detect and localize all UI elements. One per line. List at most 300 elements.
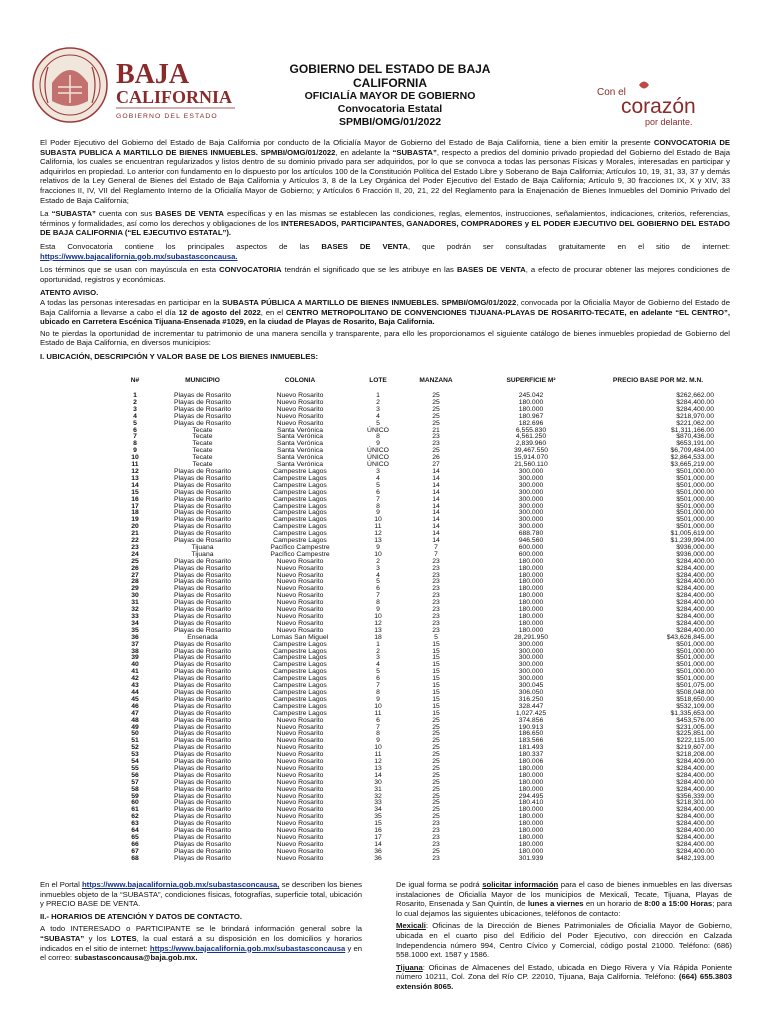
cell-superficie: 180.000 <box>518 806 544 814</box>
cell-precio: $936,000.00 <box>676 550 714 558</box>
cell-precio: $231,005.00 <box>676 723 714 731</box>
cell-n: 14 <box>131 481 139 489</box>
cell-colonia: Santa Verónica <box>276 440 324 448</box>
cell-manzana: 7 <box>434 543 438 551</box>
cell-municipio: Playas de Rosarito <box>173 537 232 545</box>
info-paragraph: De igual forma se podrá solicitar información para el caso de bienes inmuebles en las diversas instalaciones de Oficialía Mayor de los municipios de Mexicali, Tecate, Tijuana, Playas de Rosarito, Ensenada y San Quintín, de lunes a viernes en un horario de 8:00 a 15:00 Horas; para lo cual dejamos las siguientes ubicaciones, teléfonos de contacto: <box>396 880 732 918</box>
cell-precio: $653,191.00 <box>676 440 714 448</box>
cell-superficie: 180.000 <box>518 571 544 579</box>
cell-precio: $284,400.00 <box>676 613 714 620</box>
cell-colonia: Nuevo Rosarito <box>276 716 324 724</box>
cell-n: 39 <box>131 654 139 662</box>
table-header-row <box>115 369 720 393</box>
cell-n: 55 <box>131 764 139 772</box>
header-colonia: COLONIA <box>284 377 316 385</box>
cell-n: 42 <box>131 675 139 683</box>
cell-n: 48 <box>131 716 139 724</box>
cell-n: 11 <box>131 461 139 469</box>
cell-superficie: 183.566 <box>518 737 544 745</box>
cell-superficie: 306.050 <box>518 688 544 696</box>
cell-n: 63 <box>131 820 139 828</box>
cell-precio: $284,400.00 <box>676 764 714 772</box>
cell-colonia: Nuevo Rosarito <box>276 392 324 399</box>
header-lote: LOTE <box>369 377 387 385</box>
cell-lote: 5 <box>376 578 380 586</box>
portal-link[interactable]: https://www.bajacalifornia.gob.mx/subastasconcausa, <box>81 880 280 889</box>
cell-superficie: 6,555.830 <box>515 426 547 434</box>
cell-lote: 6 <box>376 675 380 683</box>
cell-manzana: 25 <box>432 405 440 413</box>
cell-colonia: Nuevo Rosarito <box>276 827 324 835</box>
cell-superficie: 300.000 <box>518 509 544 517</box>
cell-superficie: 180.000 <box>518 557 544 565</box>
cell-municipio: Playas de Rosarito <box>173 847 232 855</box>
cell-municipio: Ensenada <box>187 633 218 641</box>
cell-precio: $284,400.00 <box>676 405 714 413</box>
cell-lote: 1 <box>376 392 380 399</box>
cell-precio: $284,400.00 <box>676 778 714 786</box>
cell-municipio: Playas de Rosarito <box>173 592 232 600</box>
cell-lote: 3 <box>376 654 380 662</box>
table-body <box>115 393 720 863</box>
cell-superficie: 180.000 <box>518 764 544 772</box>
cell-n: 10 <box>131 454 139 462</box>
cell-colonia: Campestre Lagos <box>273 481 327 489</box>
cell-manzana: 25 <box>432 792 440 800</box>
cell-manzana: 25 <box>432 778 440 786</box>
cell-superficie: 300.000 <box>518 502 544 510</box>
cell-municipio: Tecate <box>192 426 213 434</box>
cell-manzana: 25 <box>432 799 440 807</box>
cell-colonia: Campestre Lagos <box>273 537 327 545</box>
cell-municipio: Playas de Rosarito <box>173 412 232 420</box>
cell-municipio: Playas de Rosarito <box>173 688 232 696</box>
cell-municipio: Playas de Rosarito <box>173 806 232 814</box>
cell-precio: $2,864,533.00 <box>670 454 714 462</box>
cell-manzana: 15 <box>432 640 440 648</box>
cell-precio: $284,400.00 <box>676 785 714 793</box>
cell-n: 68 <box>131 854 139 862</box>
cell-manzana: 15 <box>432 688 440 696</box>
cell-manzana: 15 <box>432 695 440 703</box>
cell-precio: $284,400.00 <box>676 578 714 586</box>
cell-n: 6 <box>133 426 137 434</box>
cell-precio: $532,109.00 <box>676 702 714 710</box>
cell-superficie: 180.000 <box>518 606 544 614</box>
cell-lote: 9 <box>376 440 380 448</box>
cell-colonia: Nuevo Rosarito <box>276 626 324 634</box>
cell-precio: $284,400.00 <box>676 840 714 848</box>
cell-manzana: 25 <box>432 806 440 814</box>
cell-municipio: Playas de Rosarito <box>173 502 232 510</box>
cell-municipio: Playas de Rosarito <box>173 640 232 648</box>
cell-municipio: Playas de Rosarito <box>173 730 232 738</box>
cell-superficie: 300.000 <box>518 481 544 489</box>
cell-lote: 31 <box>374 785 382 793</box>
cell-manzana: 23 <box>432 834 440 841</box>
cell-precio: $284,400.00 <box>676 606 714 614</box>
cell-precio: $284,400.00 <box>676 564 714 572</box>
cell-precio: $518,650.00 <box>676 695 714 703</box>
cell-colonia: Campestre Lagos <box>273 640 327 648</box>
cell-n: 52 <box>131 744 139 752</box>
cell-n: 17 <box>131 502 139 510</box>
cell-manzana: 26 <box>432 454 440 462</box>
cell-superficie: 180.000 <box>518 813 544 821</box>
cell-colonia: Nuevo Rosarito <box>276 398 324 406</box>
cell-municipio: Playas de Rosarito <box>173 799 232 807</box>
cell-municipio: Playas de Rosarito <box>173 764 232 772</box>
cell-municipio: Tecate <box>192 454 213 462</box>
cell-colonia: Nuevo Rosarito <box>276 730 324 738</box>
cell-n: 66 <box>131 840 139 848</box>
cell-colonia: Nuevo Rosarito <box>276 585 324 593</box>
cell-colonia: Campestre Lagos <box>273 682 327 690</box>
baja-california-logo <box>30 45 240 125</box>
cell-colonia: Nuevo Rosarito <box>276 854 324 862</box>
cell-superficie: 182.696 <box>518 419 544 427</box>
cell-superficie: 300.000 <box>518 474 544 482</box>
cell-municipio: Playas de Rosarito <box>173 661 232 669</box>
cell-superficie: 300.000 <box>518 523 544 531</box>
cell-precio: $3,665,219.00 <box>670 461 714 469</box>
cell-colonia: Nuevo Rosarito <box>276 758 324 766</box>
cell-n: 35 <box>131 626 139 634</box>
cell-municipio: Playas de Rosarito <box>173 392 232 399</box>
cell-colonia: Campestre Lagos <box>273 516 327 524</box>
cell-lote: ÚNICO <box>367 454 389 462</box>
cell-lote: 10 <box>374 516 382 524</box>
cell-precio: $284,400.00 <box>676 806 714 814</box>
cell-precio: $262,662.00 <box>676 392 714 399</box>
cell-colonia: Nuevo Rosarito <box>276 799 324 807</box>
cell-n: 37 <box>131 640 139 648</box>
cell-superficie: 300.000 <box>518 654 544 662</box>
cell-precio: $501,000.00 <box>676 467 714 475</box>
cell-manzana: 14 <box>432 537 440 545</box>
cell-superficie: 180.000 <box>518 398 544 406</box>
header-line5: SPMBI/OMG/01/2022 <box>338 116 442 128</box>
cell-lote: 33 <box>374 799 382 807</box>
cell-superficie: 180.000 <box>518 626 544 634</box>
cell-superficie: 328.447 <box>518 702 544 710</box>
cell-precio: $218,208.00 <box>676 751 714 759</box>
cell-precio: $225,851.00 <box>676 730 714 738</box>
header-line2: CALIFORNIA <box>353 76 427 90</box>
cell-municipio: Playas de Rosarito <box>173 419 232 427</box>
cell-precio: $482,193.00 <box>676 854 714 862</box>
cell-lote: 13 <box>374 764 382 772</box>
cell-superficie: 374.856 <box>518 716 544 724</box>
cell-colonia: Nuevo Rosarito <box>276 737 324 745</box>
cell-n: 23 <box>131 543 139 551</box>
cell-superficie: 946.560 <box>518 537 544 545</box>
cell-superficie: 300.000 <box>518 661 544 669</box>
cell-municipio: Tecate <box>192 461 213 469</box>
cell-superficie: 180.000 <box>518 827 544 835</box>
atento-aviso-title: ATENTO AVISO. <box>40 288 99 298</box>
cell-n: 41 <box>131 668 139 676</box>
cell-superficie: 181.493 <box>518 744 544 752</box>
cell-precio: $1,335,653.00 <box>670 709 714 717</box>
cell-precio: $284,409.00 <box>676 758 714 766</box>
cell-lote: 15 <box>374 820 382 828</box>
cell-n: 62 <box>131 813 139 821</box>
cell-superficie: 21,560.110 <box>514 461 548 469</box>
cell-colonia: Nuevo Rosarito <box>276 578 324 586</box>
cell-colonia: Nuevo Rosarito <box>276 847 324 855</box>
cell-lote: 1 <box>376 640 380 648</box>
cell-superficie: 180.967 <box>518 412 544 420</box>
cell-manzana: 25 <box>432 716 440 724</box>
cell-superficie: 300.045 <box>518 682 544 690</box>
cell-precio: $501,000.00 <box>676 509 714 517</box>
subastas-link[interactable]: https://www.bajacalifornia.gob.mx/subastasconcausa <box>149 943 346 953</box>
cell-colonia: Nuevo Rosarito <box>276 412 324 420</box>
cell-colonia: Nuevo Rosarito <box>276 613 324 620</box>
cell-precio: $284,400.00 <box>676 619 714 627</box>
cell-superficie: 300.000 <box>518 675 544 683</box>
cell-superficie: 180.000 <box>518 840 544 848</box>
cell-colonia: Campestre Lagos <box>273 661 327 669</box>
cell-superficie: 180.000 <box>518 564 544 572</box>
cell-lote: 14 <box>374 771 382 779</box>
cell-precio: $1,005,619.00 <box>670 530 714 538</box>
portal-paragraph: En el Portal https://www.bajacalifornia.gob.mx/subastasconcausa, se describen los bienes inmuebles objeto de la “SUBASTA”, condiciones físicas, fotografías, superficie total, ubicación y PRECIO BASE DE VENTA. <box>40 880 362 909</box>
header-superficie: SUPERFICIE M² <box>506 377 556 385</box>
cell-lote: 8 <box>376 502 380 510</box>
cell-municipio: Playas de Rosarito <box>173 820 232 828</box>
cell-manzana: 14 <box>432 495 440 503</box>
cell-n: 40 <box>131 661 139 669</box>
cell-municipio: Playas de Rosarito <box>173 737 232 745</box>
cell-superficie: 688.780 <box>518 530 544 538</box>
cell-superficie: 1,027.425 <box>515 709 547 717</box>
cell-manzana: 25 <box>432 785 440 793</box>
cell-superficie: 180.000 <box>518 613 544 620</box>
cell-manzana: 23 <box>432 592 440 600</box>
cell-municipio: Playas de Rosarito <box>173 647 232 655</box>
cell-n: 24 <box>131 550 139 558</box>
cell-lote: 32 <box>374 792 382 800</box>
tijuana-paragraph: Tijuana: Oficinas de Almacenes del Estado, ubicada en Diego Rivera y Vía Rápida Poniente número 10211, Col. Zona del Río CP. 22010, Tijuana, Baja California. Teléfono: (664) 655.3803 extensión 8065. <box>396 962 732 991</box>
cell-lote: 8 <box>376 688 380 696</box>
cell-municipio: Playas de Rosarito <box>173 834 232 841</box>
cell-precio: $501,000.00 <box>676 523 714 531</box>
cell-lote: 2 <box>376 647 380 655</box>
intro-paragraph-3: Esta Convocatoria contiene los principales aspectos de las BASES DE VENTA, que podrán ser consultadas gratuitamente en el sitio de internet: https://www.bajacalifornia.gob.mx/subastasconcausa. <box>40 241 730 261</box>
cell-n: 57 <box>131 778 139 786</box>
cell-superficie: 190.913 <box>518 723 544 731</box>
cell-n: 45 <box>131 695 139 703</box>
cell-municipio: Playas de Rosarito <box>173 771 232 779</box>
cell-colonia: Campestre Lagos <box>273 530 327 538</box>
cell-manzana: 25 <box>432 412 440 420</box>
header-n: N# <box>130 377 140 385</box>
cell-lote: 8 <box>376 433 380 441</box>
cell-manzana: 7 <box>434 550 438 558</box>
cell-precio: $501,075.00 <box>676 682 714 690</box>
cell-precio: $284,400.00 <box>676 398 714 406</box>
cell-precio: $218,970.00 <box>676 412 714 420</box>
cell-municipio: Playas de Rosarito <box>173 716 232 724</box>
cell-municipio: Playas de Rosarito <box>173 675 232 683</box>
cell-manzana: 14 <box>432 530 440 538</box>
cell-manzana: 23 <box>432 433 440 441</box>
cell-precio: $356,339.00 <box>676 792 714 800</box>
cell-superficie: 180.337 <box>518 751 544 759</box>
cell-colonia: Nuevo Rosarito <box>276 785 324 793</box>
cell-lote: 7 <box>376 682 380 690</box>
cell-lote: 13 <box>374 626 382 634</box>
cell-precio: $284,400.00 <box>676 557 714 565</box>
cell-n: 67 <box>131 847 139 855</box>
cell-n: 53 <box>131 751 139 759</box>
section-2-title: II.- HORARIOS DE ATENCIÓN Y DATOS DE CONTACTO. <box>40 911 243 921</box>
cell-manzana: 23 <box>432 613 440 620</box>
cell-manzana: 15 <box>432 675 440 683</box>
header-line3: OFICIALÍA MAYOR DE GOBIERNO <box>304 90 476 102</box>
cell-precio: $501,000.00 <box>676 647 714 655</box>
cell-lote: 8 <box>376 730 380 738</box>
cell-n: 36 <box>131 633 139 641</box>
cell-superficie: 180.000 <box>518 585 544 593</box>
cell-superficie: 600.000 <box>518 550 544 558</box>
cell-lote: 10 <box>374 613 382 620</box>
cell-colonia: Campestre Lagos <box>273 709 327 717</box>
cell-manzana: 23 <box>432 599 440 607</box>
cell-lote: 2 <box>376 557 380 565</box>
cell-municipio: Playas de Rosarito <box>173 792 232 800</box>
cell-lote: 8 <box>376 599 380 607</box>
cell-colonia: Campestre Lagos <box>273 495 327 503</box>
cell-superficie: 180.000 <box>518 785 544 793</box>
cell-municipio: Playas de Rosarito <box>173 682 232 690</box>
cell-lote: 7 <box>376 723 380 731</box>
cell-lote: 12 <box>374 758 382 766</box>
intro-paragraph-1: El Poder Ejecutivo del Gobierno del Estado de Baja California por conducto de la Oficialía Mayor de Gobierno del Estado de Baja California, tiene a bien emitir la presente CONVOCATORIA DE SUBASTA PUBLICA A MARTILLO DE BIENES INMUEBLES. SPMBI/OMG/01/2022, en adelante la “SUBASTA”, respecto a predios del dominio privado propiedad del Gobierno del Estado de Baja California, los cuales se encuentran regularizados y listos dentro de su dominio privado para ser adquiridos, por lo que se convoca a todas las personas Físicas y Morales, interesadas en participar y adquirirlos en propiedad. Lo anterior con fundamento en lo dispuesto por los artículos 100 de la Constitución Política del Estado Libre y Soberano de Baja California; Artículos 10, 19, 31, 33, 37 y demás relativos de la Ley General de Bienes del Estado de Baja California y Artículos 3, 8 de la Ley Orgánica del Poder Ejecutivo del Estado de Baja California; Artículo 9, 30 fracciones IX, X y XIV, 33 fracciones II, IV, VII del Reglamento Interno de la Oficialía Mayor de Gobierno; y Artículos 6 Fracción II, 20, 21, 22 del Reglamento para la Enajenación de Bienes Inmuebles del Dominio Privado del Estado de Baja California; <box>40 138 730 205</box>
cell-n: 47 <box>131 709 139 717</box>
cell-manzana: 5 <box>434 633 438 641</box>
cell-lote: 2 <box>376 398 380 406</box>
cell-manzana: 14 <box>432 467 440 475</box>
bases-link[interactable]: https://www.bajacalifornia.gob.mx/subastasconcausa. <box>40 251 238 261</box>
cell-n: 28 <box>131 578 139 586</box>
cell-colonia: Nuevo Rosarito <box>276 606 324 614</box>
cell-municipio: Playas de Rosarito <box>173 840 232 848</box>
intro-paragraph-5: ATENTO AVISO. A todas las personas interesadas en participar en la SUBASTA PÚBLICA A MARTILLO DE BIENES INMUEBLES. SPMBI/OMG/01/2022, convocada por la Oficialía Mayor de Gobierno del Estado de Baja California a llevarse a cabo el día 12 de agosto del 2022, en el CENTRO METROPOLITANO DE CONVENCIONES TIJUANA-PLAYAS DE ROSARITO-TECATE, en adelante “EL CENTRO”, ubicado en Carretera Escénica Tijuana-Ensenada #1029, en la ciudad de Playas de Rosarito, Baja California. <box>40 288 730 327</box>
cell-lote: 10 <box>374 744 382 752</box>
logo-con-el: Con el <box>597 87 626 98</box>
cell-superficie: 180.000 <box>518 771 544 779</box>
cell-municipio: Playas de Rosarito <box>173 813 232 821</box>
cell-municipio: Playas de Rosarito <box>173 599 232 607</box>
cell-colonia: Nuevo Rosarito <box>276 751 324 759</box>
cell-municipio: Playas de Rosarito <box>173 702 232 710</box>
cell-superficie: 300.000 <box>518 488 544 496</box>
cell-precio: $43,626,845.00 <box>666 633 714 641</box>
cell-superficie: 180.000 <box>518 847 544 855</box>
cell-superficie: 245.042 <box>518 392 544 399</box>
contact-email[interactable]: subastasconcausa@baja.gob.mx. <box>74 953 198 963</box>
cell-manzana: 14 <box>432 516 440 524</box>
cell-n: 8 <box>133 440 137 448</box>
cell-n: 38 <box>131 647 139 655</box>
cell-manzana: 23 <box>432 557 440 565</box>
cell-precio: $501,000.00 <box>676 481 714 489</box>
cell-colonia: Santa Verónica <box>276 454 324 462</box>
intro-section <box>40 138 730 365</box>
cell-precio: $501,000.00 <box>676 502 714 510</box>
cell-superficie: 180.000 <box>518 619 544 627</box>
cell-superficie: 186.650 <box>518 730 544 738</box>
cell-n: 58 <box>131 785 139 793</box>
cell-municipio: Playas de Rosarito <box>173 827 232 835</box>
cell-manzana: 15 <box>432 682 440 690</box>
section-1-title: I. UBICACIÓN, DESCRIPCIÓN Y VALOR BASE DE LOS BIENES INMUEBLES: <box>40 351 319 361</box>
cell-colonia: Nuevo Rosarito <box>276 806 324 814</box>
cell-municipio: Playas de Rosarito <box>173 481 232 489</box>
cell-n: 7 <box>133 433 137 441</box>
cell-municipio: Playas de Rosarito <box>173 709 232 717</box>
mexicali-paragraph: Mexicali: Oficinas de la Dirección de Bienes Patrimoniales de Oficialía Mayor de Gobierno, ubicada en el cuarto piso del Edificio del Poder Ejecutivo, con dirección en Calzada Independencia número 994, Centro Cívico y Comercial, código postal 21000. Teléfono: (686) 558.1000 ext. 1587 y 1586. <box>396 921 732 960</box>
cell-municipio: Tecate <box>192 447 213 455</box>
cell-precio: $501,000.00 <box>676 488 714 496</box>
cell-colonia: Nuevo Rosarito <box>276 592 324 600</box>
cell-precio: $284,400.00 <box>676 847 714 855</box>
cell-n: 51 <box>131 737 139 745</box>
cell-municipio: Playas de Rosarito <box>173 405 232 413</box>
cell-lote: 17 <box>374 834 382 841</box>
cell-superficie: 2,839.960 <box>515 440 547 448</box>
cell-manzana: 21 <box>432 426 440 434</box>
cell-municipio: Tecate <box>192 433 213 441</box>
cell-precio: $1,311,166.00 <box>671 426 714 434</box>
cell-colonia: Campestre Lagos <box>273 474 327 482</box>
cell-lote: ÚNICO <box>367 461 389 469</box>
cell-n: 16 <box>131 495 139 503</box>
cell-n: 30 <box>131 592 139 600</box>
cell-manzana: 15 <box>432 702 440 710</box>
cell-lote: 30 <box>374 778 382 786</box>
cell-manzana: 25 <box>432 744 440 752</box>
cell-colonia: Campestre Lagos <box>273 695 327 703</box>
bottom-left-section <box>40 880 362 966</box>
cell-municipio: Playas de Rosarito <box>173 557 232 565</box>
cell-colonia: Santa Verónica <box>276 433 324 441</box>
cell-municipio: Playas de Rosarito <box>173 778 232 786</box>
cell-manzana: 23 <box>432 440 440 448</box>
cell-superficie: 316.250 <box>518 695 544 703</box>
cell-colonia: Nuevo Rosarito <box>276 820 324 828</box>
cell-colonia: Nuevo Rosarito <box>276 564 324 572</box>
cell-precio: $284,400.00 <box>676 585 714 593</box>
cell-municipio: Playas de Rosarito <box>173 723 232 731</box>
cell-lote: 7 <box>376 592 380 600</box>
cell-lote: 3 <box>376 405 380 413</box>
cell-colonia: Nuevo Rosarito <box>276 723 324 731</box>
cell-n: 2 <box>133 398 137 406</box>
cell-lote: ÚNICO <box>367 426 389 434</box>
cell-manzana: 23 <box>432 606 440 614</box>
cell-superficie: 180.000 <box>518 405 544 413</box>
cell-manzana: 15 <box>432 668 440 676</box>
cell-n: 20 <box>131 523 139 531</box>
cell-colonia: Nuevo Rosarito <box>276 571 324 579</box>
cell-municipio: Playas de Rosarito <box>173 668 232 676</box>
cell-manzana: 23 <box>432 854 440 862</box>
cell-colonia: Nuevo Rosarito <box>276 764 324 772</box>
